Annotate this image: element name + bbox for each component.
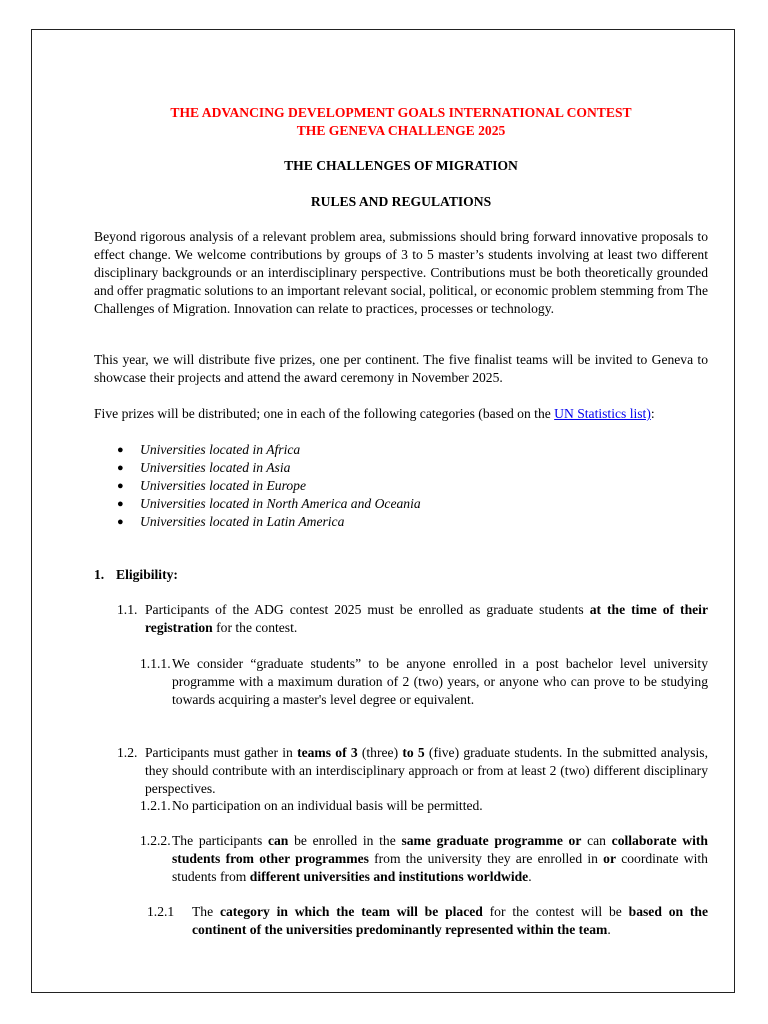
category-label: Universities located in Europe <box>140 478 306 493</box>
rule-number: 1.2.1. <box>140 798 171 813</box>
rule-text-bold: same graduate programme or <box>401 833 582 848</box>
rules-title: RULES AND REGULATIONS <box>310 194 492 209</box>
rule-text-part: can <box>581 833 612 848</box>
bullet-icon: ● <box>117 516 124 528</box>
document-page <box>31 29 735 993</box>
eligibility-title: Eligibility: <box>116 567 178 582</box>
rule-text-part: Participants of the ADG contest 2025 must be enrolled as graduate students <box>145 602 590 617</box>
rule-number: 1.1. <box>117 602 138 617</box>
category-list <box>94 441 708 531</box>
rule-number: 1.2.2. <box>140 833 171 848</box>
un-statistics-link[interactable]: UN Statistics list) <box>554 406 651 421</box>
rule-1-2 <box>117 744 708 798</box>
category-label: Universities located in North America and Oceania <box>140 496 421 511</box>
bullet-icon: ● <box>117 462 124 474</box>
rule-text <box>145 601 708 637</box>
rule-text-bold: collaborate with students from other programmes <box>172 833 708 866</box>
list-item <box>94 459 708 477</box>
rule-text-bold: or <box>603 851 616 866</box>
rule-text-bold: based on the continent of the universities predominantly represented within the team <box>192 904 708 937</box>
rule-text-part: for the contest will be <box>482 904 629 919</box>
rule-text-part: (five) graduate students. In the submitted analysis, they should contribute with an interdisciplinary approach or from at least 2 (two) different disciplinary perspectives. <box>145 745 708 796</box>
eligibility-number: 1. <box>94 567 105 582</box>
contest-title-line2: THE GENEVA CHALLENGE 2025 <box>296 123 506 138</box>
rule-text-part: for the contest. <box>212 620 298 635</box>
rule-text-part: coordinate with students from <box>172 851 708 884</box>
eligibility-heading <box>94 566 708 584</box>
rule-text <box>192 903 708 939</box>
bullet-icon: ● <box>117 480 124 492</box>
list-item <box>94 495 708 513</box>
bullet-icon: ● <box>117 498 124 510</box>
intro-paragraph-3-prefix: Five prizes will be distributed; one in each of the following categories (based on the <box>94 406 555 421</box>
rule-text: We consider “graduate students” to be anyone enrolled in a post bachelor level university programme with a maximum duration of 2 (two) years, or anyone who can prove to be studying towards acquiring a master's level degree or equivalent. <box>172 656 708 707</box>
intro-paragraph-1: Beyond rigorous analysis of a relevant problem area, submissions should bring forward innovative proposals to effect change. We welcome contributions by groups of 3 to 5 master’s students involving at least two different disciplinary backgrounds or an interdisciplinary perspective. Contributions must be both theoretically grounded and offer pragmatic solutions to an important relevant social, political, or economic problem stemming from The Challenges of Migration. Innovation can relate to practices, processes or technology. <box>94 229 708 316</box>
rule-1-2-1-category <box>147 903 708 939</box>
intro-paragraph-3-suffix: : <box>650 406 655 421</box>
rule-text <box>145 744 708 798</box>
rule-number: 1.1.1. <box>140 656 171 671</box>
rule-1-1-1 <box>140 655 708 709</box>
rule-text-part: The <box>192 904 220 919</box>
rule-1-1 <box>117 601 708 637</box>
category-label: Universities located in Latin America <box>140 514 345 529</box>
rule-1-2-1 <box>140 797 708 815</box>
rule-text: No participation on an individual basis will be permitted. <box>172 798 483 813</box>
list-item <box>94 441 708 459</box>
rule-text-part: The participants <box>172 833 268 848</box>
rule-text-part: be enrolled in the <box>288 833 402 848</box>
category-label: Universities located in Africa <box>140 442 301 457</box>
intro-paragraph-3 <box>94 405 708 423</box>
rule-text-part: . <box>528 869 532 884</box>
rule-text-bold: at the time of their registration <box>145 602 708 635</box>
rule-text-part: (three) <box>357 745 403 760</box>
theme-title: THE CHALLENGES OF MIGRATION <box>284 158 518 173</box>
rule-text <box>172 832 708 886</box>
rule-text-bold: category in which the team will be placed <box>219 904 483 919</box>
list-item <box>94 513 708 531</box>
intro-paragraph-2: This year, we will distribute five prizes, one per continent. The five finalist teams will be invited to Geneva to showcase their projects and attend the award ceremony in November 2025. <box>94 352 708 385</box>
category-label: Universities located in Asia <box>140 460 291 475</box>
rule-text-part: from the university they are enrolled in <box>368 851 604 866</box>
rule-text-part: . <box>607 922 611 937</box>
rule-text-bold: teams of 3 <box>297 745 358 760</box>
contest-title <box>94 104 708 140</box>
rule-text-bold: different universities and institutions worldwide <box>249 869 529 884</box>
rule-text-part: Participants must gather in <box>145 745 298 760</box>
rule-text-bold: to 5 <box>402 745 425 760</box>
rule-text-bold: can <box>267 833 289 848</box>
contest-title-line1: THE ADVANCING DEVELOPMENT GOALS INTERNATIONAL CONTEST <box>170 105 632 120</box>
rule-number: 1.2. <box>117 745 138 760</box>
bullet-icon: ● <box>117 444 124 456</box>
list-item <box>94 477 708 495</box>
rule-number: 1.2.1 <box>147 904 175 919</box>
rule-1-2-2 <box>140 832 708 886</box>
